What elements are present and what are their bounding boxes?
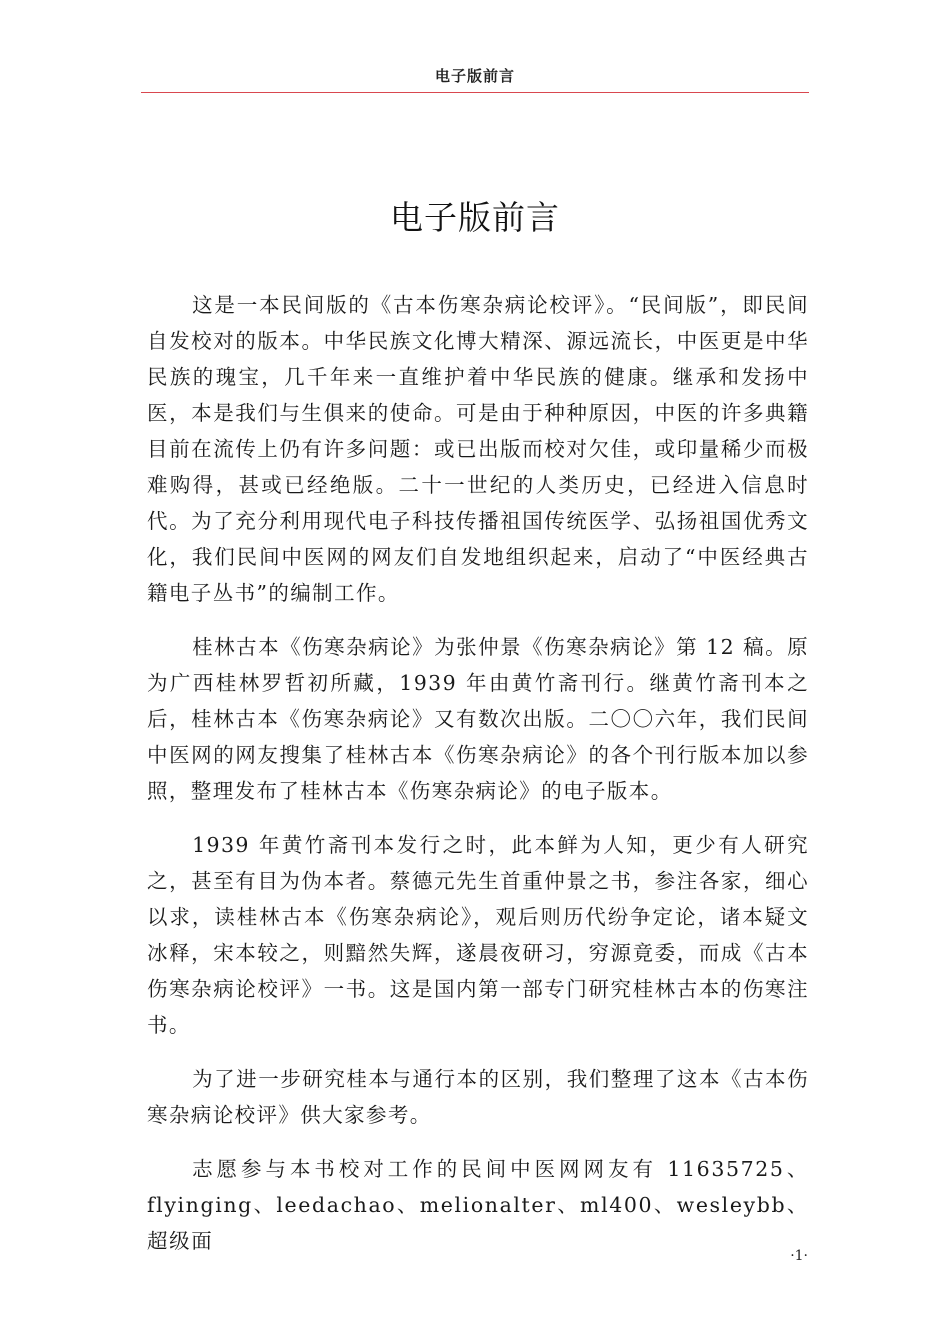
header-divider [141, 92, 809, 93]
page-title: 电子版前言 [390, 198, 560, 237]
paragraph: 志愿参与本书校对工作的民间中医网网友有 11635725、flyinging、leedachao、melionalter、ml400、wesleybb、超级面 [147, 1157, 809, 1253]
running-header-title: 电子版前言 [434, 67, 515, 85]
paragraph: 为了进一步研究桂本与通行本的区别，我们整理了这本《古本伤寒杂病论校评》供大家参考。 [147, 1067, 809, 1127]
paragraph: 1939 年黄竹斋刊本发行之时，此本鲜为人知，更少有人研究之，甚至有目为伪本者。蔡德元先生首重仲景之书，参注各家，细心以求，读桂林古本《伤寒杂病论》，观后则历代纷争定论，诸本疑文冰释，宋本较之，则黯然失辉，遂晨夜研习，穷源竟委，而成《古本伤寒杂病论校评》一书。这是国内第一部专门研究桂林古本的伤寒注书。 [147, 833, 809, 1037]
body-text [147, 287, 809, 1277]
page-number: ·1· [790, 1248, 808, 1264]
paragraph: 桂林古本《伤寒杂病论》为张仲景《伤寒杂病论》第 12 稿。原为广西桂林罗哲初所藏，1939 年由黄竹斋刊行。继黄竹斋刊本之后，桂林古本《伤寒杂病论》又有数次出版。二〇〇六年，我们民间中医网的网友搜集了桂林古本《伤寒杂病论》的各个刊行版本加以参照，整理发布了桂林古本《伤寒杂病论》的电子版本。 [147, 635, 809, 803]
paragraph: 这是一本民间版的《古本伤寒杂病论校评》。“民间版”，即民间自发校对的版本。中华民族文化博大精深、源远流长，中医更是中华民族的瑰宝，几千年来一直维护着中华民族的健康。继承和发扬中医，本是我们与生俱来的使命。可是由于种种原因，中医的许多典籍目前在流传上仍有许多问题：或已出版而校对欠佳，或印量稀少而极难购得，甚或已经绝版。二十一世纪的人类历史，已经进入信息时代。为了充分利用现代电子科技传播祖国传统医学、弘扬祖国优秀文化，我们民间中医网的网友们自发地组织起来，启动了“中医经典古籍电子丛书”的编制工作。 [147, 293, 809, 605]
